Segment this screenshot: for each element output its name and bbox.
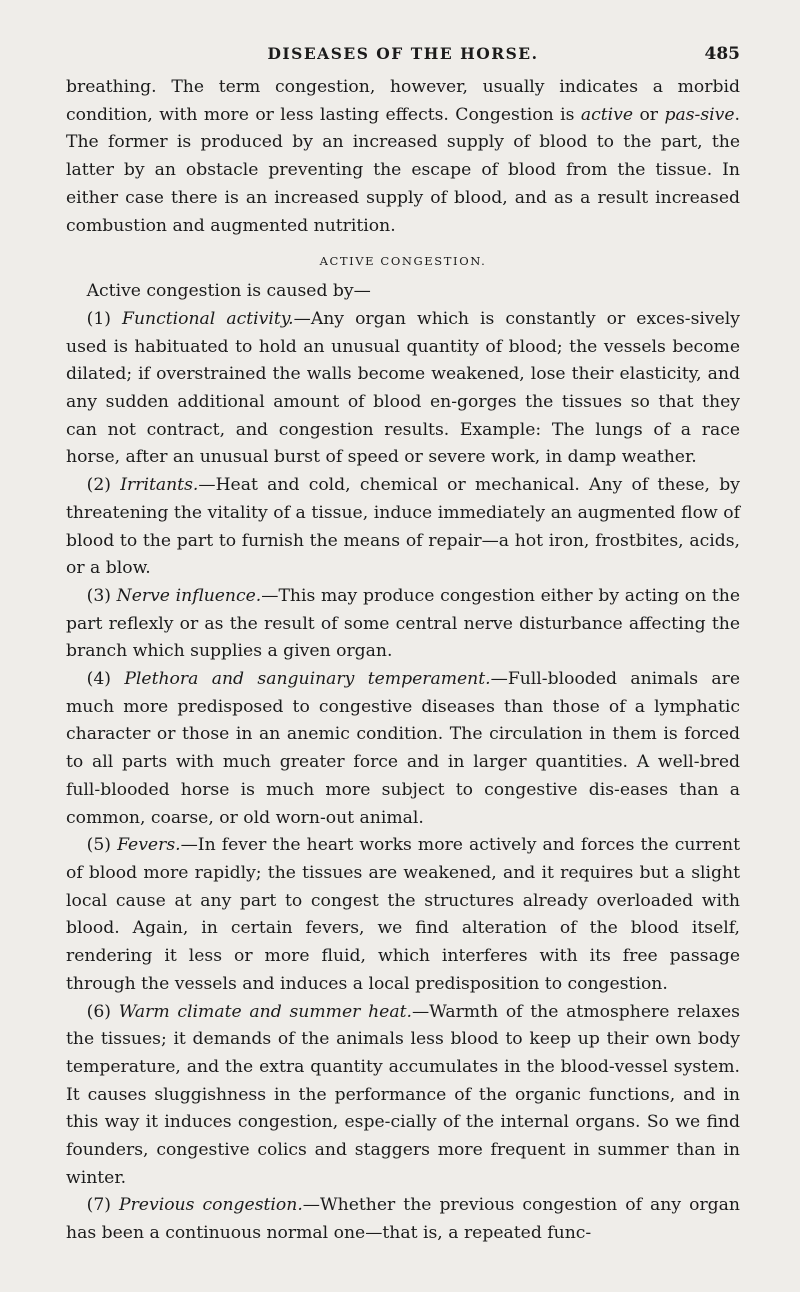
cause-title: Previous congestion.	[119, 1195, 303, 1216]
cause-item	[66, 1192, 740, 1247]
opening-text-2: . The former is produced by an increased supply of blood to the part, the latter by an obstacle preventing the escape of blood from the tissue. In either case there is an increased supply of blood, and as a result increased combustion and augmented nutrition.	[66, 104, 740, 236]
cause-title: Plethora and sanguinary temperament.	[124, 669, 491, 690]
term-active: active	[580, 104, 634, 125]
cause-item	[66, 832, 740, 998]
cause-item	[66, 472, 740, 583]
cause-title: Nerve influence.	[116, 585, 262, 606]
running-head	[66, 44, 740, 74]
cause-number: (5)	[86, 835, 111, 856]
term-passive: pas-sive	[664, 104, 735, 125]
opening-text-or: or	[633, 104, 665, 125]
cause-number: (3)	[86, 585, 111, 606]
cause-number: (2)	[86, 475, 111, 496]
cause-body: —In fever the heart works more actively and forces the current of blood more rapidly; the tissues are weakened, and it requires but a slight local cause at any part to congest the structures already overloaded with blood. Again, in certain fevers, we find alteration of the blood itself, rendering it less or more fluid, which interferes with its free passage through the vessels and induces a local predisposition to congestion.	[66, 835, 740, 994]
cause-item	[66, 666, 740, 832]
cause-body: —This may produce congestion either by acting on the part reflexly or as the result of some central nerve disturbance affecting the branch which supplies a given organ.	[66, 585, 741, 662]
cause-body: —Whether the previous congestion of any organ has been a continuous normal one—that is, a repeated func-	[66, 1195, 740, 1244]
cause-body: —Any organ which is constantly or exces-sively used is habituated to hold an unusual quantity of blood; the vessels become dilated; if overstrained the walls become weakened, lose their elasticity, and any sudden additional amount of blood en-gorges the tissues so that they can not contract, and congestion results. Example: The lungs of a race horse, after an unusual burst of speed or severe work, in damp weather.	[66, 308, 740, 468]
cause-body: —Heat and cold, chemical or mechanical. Any of these, by threatening the vitality of a tissue, induce immediately an augmented flow of blood to the part to furnish the means of repair—a hot iron, frostbites, acids, or a blow.	[66, 475, 740, 579]
opening-text-1: breathing. The term congestion, however, usually indicates a morbid condition, with more or less lasting effects. Congestion is	[66, 77, 740, 125]
intro-paragraph: Active congestion is caused by—	[86, 281, 371, 302]
cause-title: Warm climate and summer heat.	[118, 1001, 412, 1022]
cause-title: Irritants.	[120, 475, 199, 496]
cause-title: Fevers.	[117, 835, 181, 856]
cause-number: (4)	[86, 669, 111, 690]
cause-item	[66, 306, 740, 472]
page-number: 485	[704, 44, 740, 64]
section-heading: ACTIVE CONGESTION.	[319, 254, 487, 269]
cause-item	[66, 583, 740, 666]
cause-item	[66, 999, 740, 1193]
cause-body: —Warmth of the atmosphere relaxes the tissues; it demands of the animals less blood to keep up their own body temperature, and the extra quantity accumulates in the blood-vessel system. It causes sluggishness in the performance of the organic functions, and in this way it induces congestion, espe-cially of the internal organs. So we find founders, congestive colics and staggers more frequent in summer than in winter.	[66, 1001, 740, 1188]
cause-number: (6)	[86, 1001, 111, 1022]
cause-number: (1)	[86, 308, 111, 329]
opening-paragraph	[66, 74, 740, 240]
cause-body: —Full-blooded animals are much more predisposed to congestive diseases than those of a lymphatic character or those in an anemic condition. The circulation in them is forced to all parts with much greater force and in larger quantities. A well-bred full-blooded horse is much more subject to congestive dis-eases than a common, coarse, or old worn-out animal.	[66, 669, 740, 828]
cause-title: Functional activity.	[122, 308, 294, 329]
cause-number: (7)	[86, 1195, 111, 1216]
running-title: DISEASES OF THE HORSE.	[267, 44, 539, 63]
